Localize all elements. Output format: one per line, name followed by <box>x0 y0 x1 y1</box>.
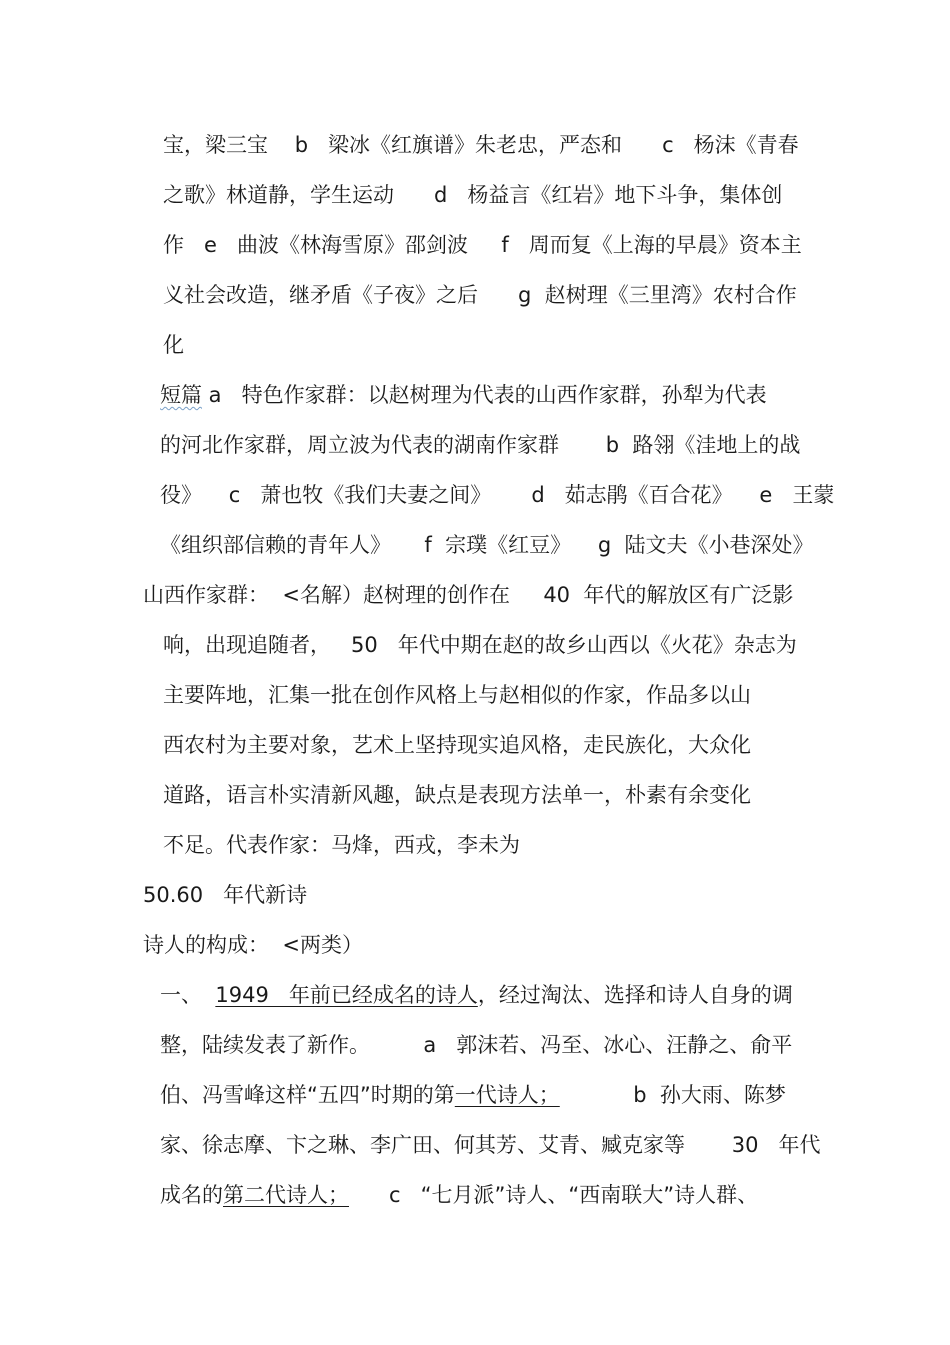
text-line: 响，出现追随者， 50 年代中期在赵的故乡山西以《火花》杂志为 <box>163 633 797 657</box>
text-line <box>160 381 767 409</box>
text-line <box>160 1081 786 1109</box>
underlined-term: 1949 年前已经成名的诗人 <box>215 983 478 1007</box>
text-line: 的河北作家群，周立波为代表的湖南作家群 b 路翎《洼地上的战 <box>160 433 801 457</box>
text-run: 成名的 <box>160 1183 223 1207</box>
underlined-term: 一代诗人； <box>454 1083 560 1107</box>
text-line: 家、徐志摩、卞之琳、李广田、何其芳、艾青、臧克家等 30 年代 <box>160 1133 821 1157</box>
text-line <box>160 981 793 1009</box>
text-line: 义社会改造，继矛盾《子夜》之后 g 赵树理《三里湾》农村合作 <box>163 283 797 307</box>
section-subheading: 诗人的构成： <两类） <box>143 933 363 957</box>
section-heading: 50.60 年代新诗 <box>143 883 308 907</box>
text-line: 化 <box>163 333 184 357</box>
section-heading-short-stories: 短篇 <box>160 383 202 407</box>
text-run: a 特色作家群：以赵树理为代表的山西作家群，孙犁为代表 <box>202 383 767 407</box>
text-line: 不足。代表作家：马烽，西戎，李未为 <box>163 833 520 857</box>
text-line: 西农村为主要对象，艺术上坚持现实追风格，走民族化，大众化 <box>163 733 751 757</box>
text-line: 道路，语言朴实清新风趣，缺点是表现方法单一，朴素有余变化 <box>163 783 751 807</box>
text-run: c “七月派”诗人、“西南联大”诗人群、 <box>349 1183 759 1207</box>
underlined-term: 第二代诗人； <box>223 1183 349 1207</box>
text-run: 一、 <box>160 983 202 1007</box>
text-line: 作 e 曲波《林海雪原》邵剑波 f 周而复《上海的早晨》资本主 <box>163 233 802 257</box>
text-line: 之歌》林道静，学生运动 d 杨益言《红岩》地下斗争，集体创 <box>163 183 783 207</box>
text-line: 宝，梁三宝 b 梁冰《红旗谱》朱老忠，严态和 c 杨沫《青春 <box>163 133 799 157</box>
text-line: 整，陆续发表了新作。 a 郭沫若、冯至、冰心、汪静之、俞平 <box>160 1033 793 1057</box>
term-definition-line: 山西作家群： <名解）赵树理的创作在 40 年代的解放区有广泛影 <box>143 583 794 607</box>
text-line <box>160 1181 758 1209</box>
text-run: b 孙大雨、陈梦 <box>559 1083 786 1107</box>
text-line: 役》 c 萧也牧《我们夫妻之间》 d 茹志鹃《百合花》 e 王蒙 <box>160 483 835 507</box>
text-run: ，经过淘汰、选择和诗人自身的调 <box>477 983 793 1007</box>
text-run: 伯、冯雪峰这样“五四”时期的第 <box>160 1083 455 1107</box>
text-line: 《组织部信赖的青年人》 f 宗璞《红豆》 g 陆文夫《小巷深处》 <box>160 533 814 557</box>
text-line: 主要阵地，汇集一批在创作风格上与赵相似的作家，作品多以山 <box>163 683 751 707</box>
